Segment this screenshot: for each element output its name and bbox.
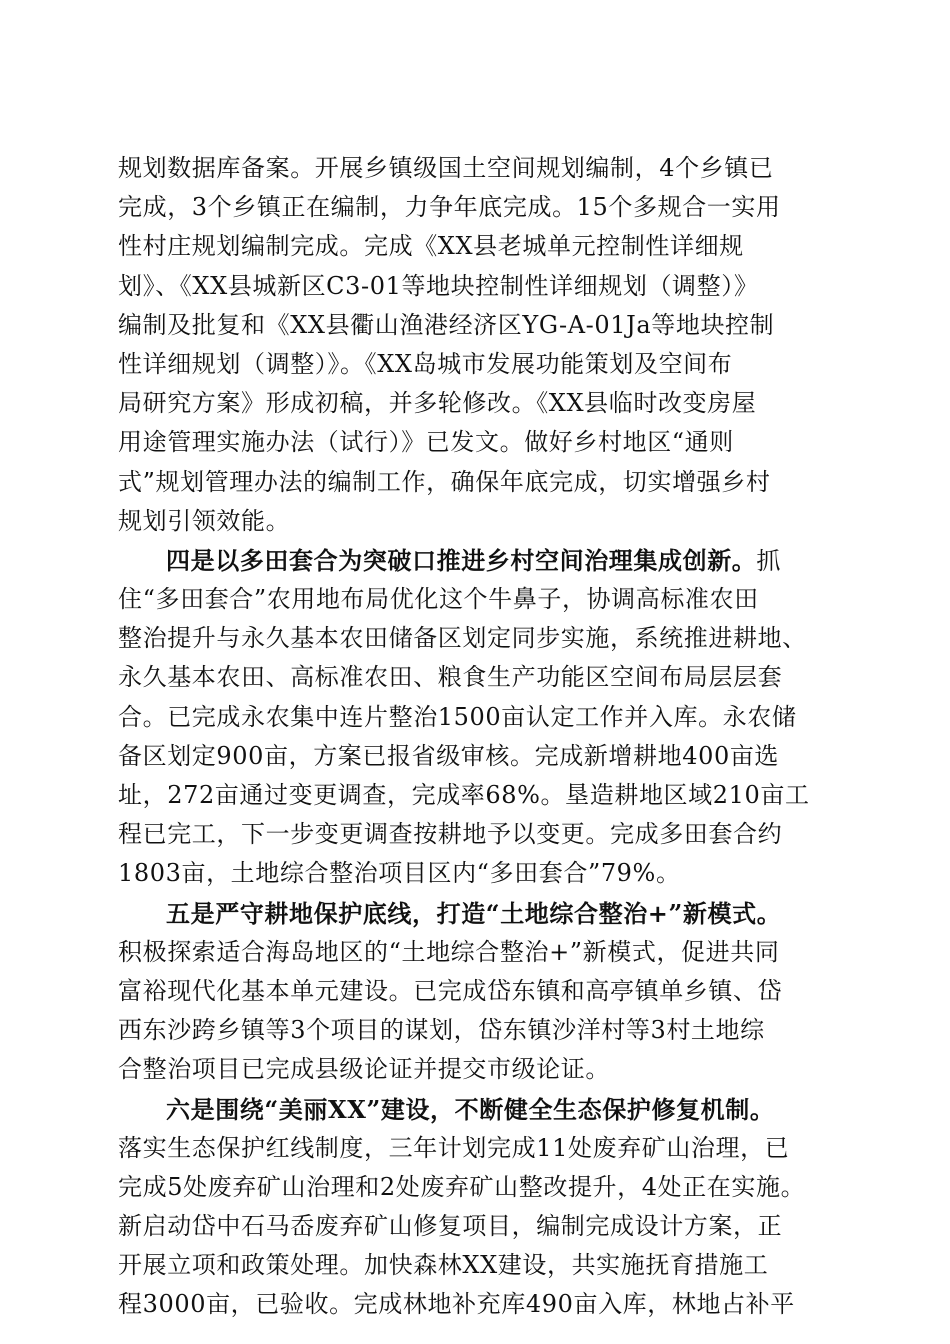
body-line: 完成，3个乡镇正在编制，力争年底完成。15个多规合一实用 bbox=[118, 193, 781, 222]
section5-first-line bbox=[118, 894, 838, 933]
section4-line: 备区划定900亩，方案已报省级审核。完成新增耕地400亩选 bbox=[118, 741, 780, 770]
document-body bbox=[118, 149, 838, 1325]
section5-line: 西东沙跨乡镇等3个项目的谋划，岱东镇沙洋村等3村土地综 bbox=[118, 1016, 765, 1045]
section4-line: 程已完工，下一步变更调查按耕地予以变更。完成多田套合约 bbox=[118, 820, 783, 849]
section5-heading: 五是严守耕地保护底线，打造“土地综合整治+”新模式。 bbox=[166, 898, 782, 928]
section6-line: 开展立项和政策处理。加快森林XX建设，共实施抚育措施工 bbox=[118, 1251, 769, 1280]
body-line: 式”规划管理办法的编制工作，确保年底完成，切实增强乡村 bbox=[118, 467, 771, 496]
section5-line: 合整治项目已完成县级论证并提交市级论证。 bbox=[118, 1055, 610, 1084]
body-line: 编制及批复和《XX县衢山渔港经济区YG-A-01Ja等地块控制 bbox=[118, 310, 775, 339]
section6-line: 新启动岱中石马岙废弃矿山修复项目，编制完成设计方案，正 bbox=[118, 1212, 783, 1241]
body-line: 规划数据库备案。开展乡镇级国土空间规划编制，4个乡镇已 bbox=[118, 154, 774, 182]
section4-line: 1803亩，土地综合整治项目区内“多田套合”79%。 bbox=[118, 859, 681, 888]
body-line: 规划引领效能。 bbox=[118, 506, 291, 535]
section4-heading: 四是以多田套合为突破口推进乡村空间治理集成创新。 bbox=[166, 545, 757, 575]
body-line: 划》、《XX县城新区C3-01等地块控制性详细规划（调整）》 bbox=[118, 271, 759, 300]
section6-first-line bbox=[118, 1090, 838, 1129]
section5-line: 富裕现代化基本单元建设。已完成岱东镇和高亭镇单乡镇、岱 bbox=[118, 976, 783, 1005]
section4-line: 合。已完成永农集中连片整治1500亩认定工作并入库。永农储 bbox=[118, 702, 797, 731]
body-line: 用途管理实施办法（试行）》已发文。做好乡村地区“通则 bbox=[118, 428, 734, 457]
section4-line: 永久基本农田、高标准农田、粮食生产功能区空间布局层层套 bbox=[118, 663, 783, 692]
section6-line: 落实生态保护红线制度，三年计划完成11处废弃矿山治理，已 bbox=[118, 1133, 790, 1162]
section4-heading-tail: 抓 bbox=[756, 546, 782, 575]
section4-first-line bbox=[118, 541, 838, 580]
section6-line: 完成5处废弃矿山治理和2处废弃矿山整改提升，4处正在实施。 bbox=[118, 1172, 806, 1201]
section5-line: 积极探索适合海岛地区的“土地综合整治+”新模式，促进共同 bbox=[118, 937, 780, 966]
section6-line: 程3000亩，已验收。完成林地补充库490亩入库，林地占补平 bbox=[118, 1290, 795, 1319]
body-line: 性详细规划（调整）》。《XX岛城市发展功能策划及空间布 bbox=[118, 349, 733, 378]
body-line: 局研究方案》形成初稿，并多轮修改。《XX县临时改变房屋 bbox=[118, 389, 757, 418]
section6-heading: 六是围绕“美丽XX”建设，不断健全生态保护修复机制。 bbox=[166, 1094, 775, 1124]
section4-line: 住“多田套合”农用地布局优化这个牛鼻子，协调高标准农田 bbox=[118, 585, 759, 614]
section4-line: 址，272亩通过变更调查，完成率68%。垦造耕地区域210亩工 bbox=[118, 781, 810, 809]
section4-line: 整治提升与永久基本农田储备区划定同步实施，系统推进耕地、 bbox=[118, 624, 807, 653]
body-line: 性村庄规划编制完成。完成《XX县老城单元控制性详细规 bbox=[118, 232, 744, 261]
